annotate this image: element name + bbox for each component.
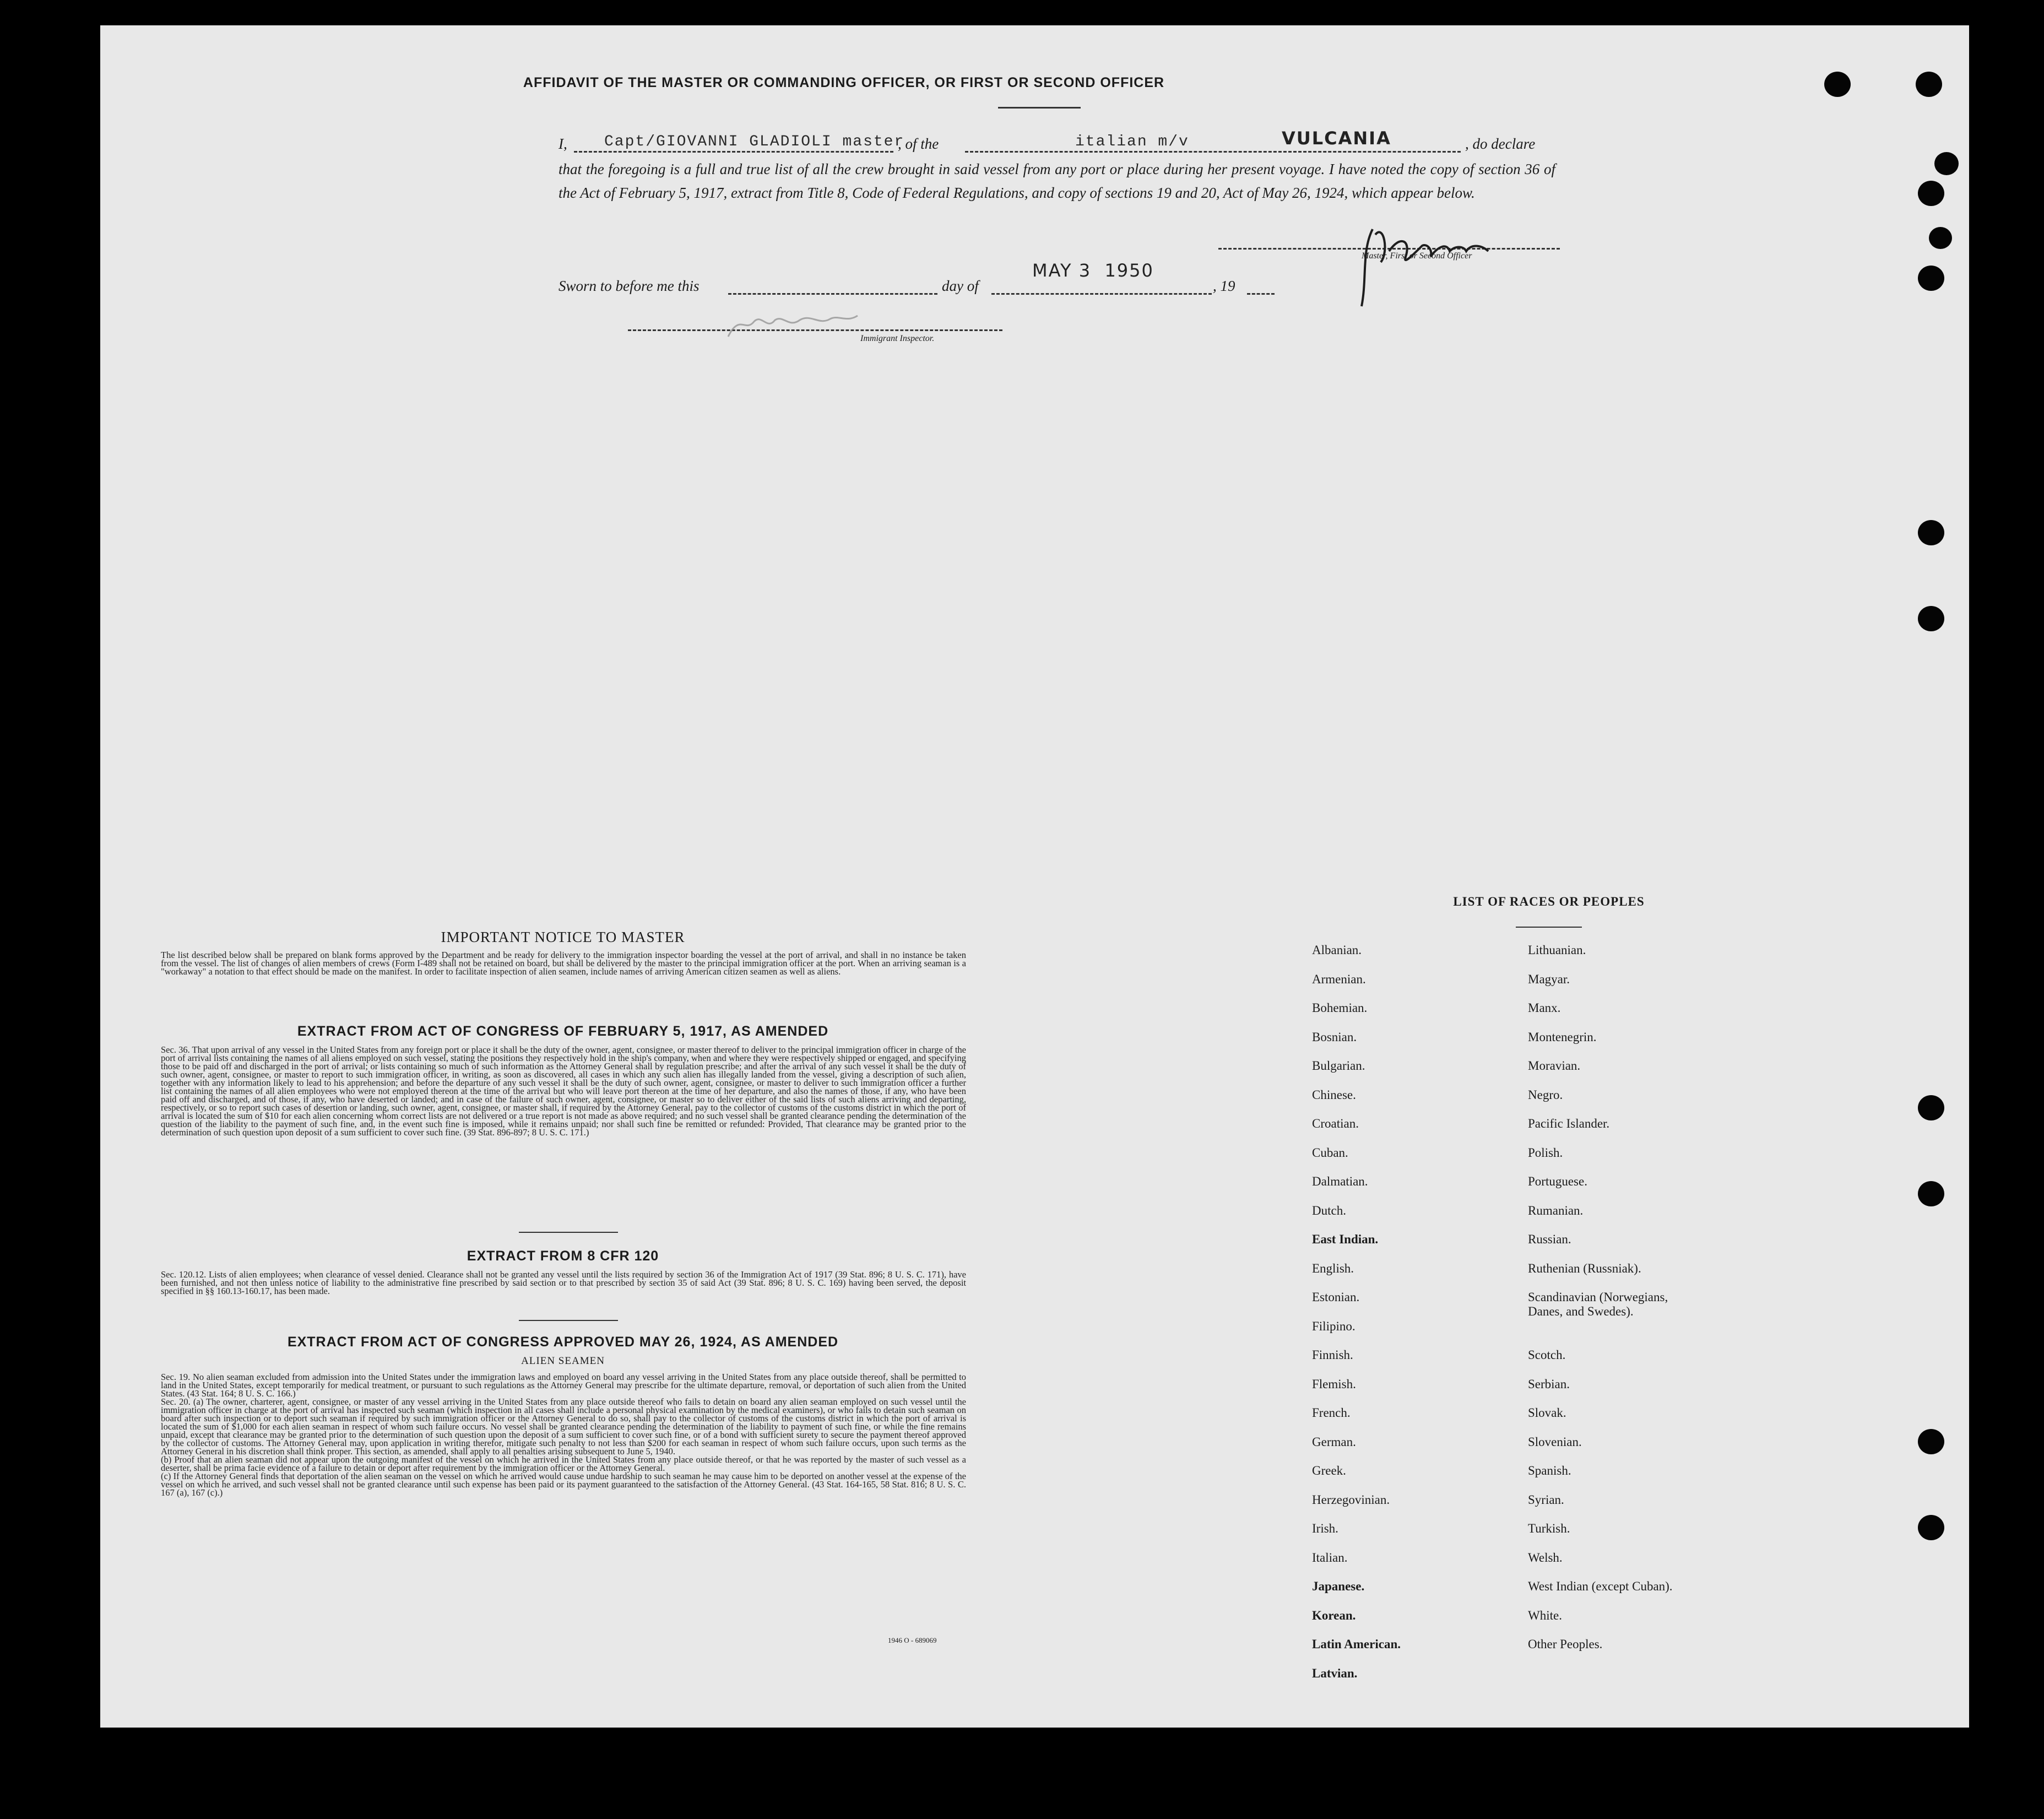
title-rule bbox=[998, 107, 1081, 109]
punch-hole bbox=[1918, 520, 1944, 545]
punch-hole bbox=[1918, 1429, 1944, 1454]
extract1924-subtitle: ALIEN SEAMEN bbox=[521, 1355, 605, 1367]
year-label: , 19 bbox=[1213, 278, 1235, 294]
race-item-left: Albanian. bbox=[1312, 943, 1362, 957]
master-name: Capt/GIOVANNI GLADIOLI master bbox=[604, 133, 905, 150]
punch-hole bbox=[1918, 266, 1944, 291]
race-item-right: Portuguese. bbox=[1528, 1174, 1587, 1188]
affidavit-title: AFFIDAVIT OF THE MASTER OR COMMANDING OFFICER, OR FIRST OR SECOND OFFICER bbox=[523, 75, 1165, 90]
race-item-right: Rumanian. bbox=[1528, 1204, 1584, 1217]
race-item-left: Japanese. bbox=[1312, 1579, 1365, 1593]
inspector-caption: Immigrant Inspector. bbox=[860, 334, 935, 343]
notice-title: IMPORTANT NOTICE TO MASTER bbox=[441, 929, 685, 945]
race-item-right: Negro. bbox=[1528, 1088, 1563, 1102]
race-item-left: Dalmatian. bbox=[1312, 1174, 1368, 1188]
punch-hole bbox=[1918, 1095, 1944, 1120]
race-item-right: Other Peoples. bbox=[1528, 1637, 1603, 1651]
race-item-right: Spanish. bbox=[1528, 1464, 1571, 1477]
race-item-right: Serbian. bbox=[1528, 1377, 1570, 1391]
date-stamp: MAY 3 1950 bbox=[1032, 260, 1154, 281]
race-item-left: Armenian. bbox=[1312, 972, 1366, 986]
do-declare-label: , do declare bbox=[1465, 136, 1536, 152]
race-item-left: French. bbox=[1312, 1406, 1351, 1420]
race-item-left: Latvian. bbox=[1312, 1666, 1358, 1680]
race-item-right: Syrian. bbox=[1528, 1493, 1564, 1507]
races-title: LIST OF RACES OR PEOPLES bbox=[1453, 895, 1645, 908]
extract1924-text bbox=[161, 1373, 966, 1497]
section-rule bbox=[519, 1320, 618, 1321]
race-item-right: Manx. bbox=[1528, 1001, 1561, 1015]
race-item-left: Irish. bbox=[1312, 1522, 1338, 1535]
race-item-right: Scotch. bbox=[1528, 1348, 1566, 1362]
master-signature bbox=[1351, 213, 1516, 312]
race-item-left: English. bbox=[1312, 1262, 1354, 1275]
race-item-left: Filipino. bbox=[1312, 1319, 1356, 1333]
cfr120-title: EXTRACT FROM 8 CFR 120 bbox=[467, 1248, 659, 1264]
sec20a-text: Sec. 20. (a) The owner, charterer, agent, consignee, or master of any vessel arriving in the United States from any place outside thereof who fails to detain on board any alien seaman employed on such vessel until the immigration officer in charge at the port of arrival has inspected such seaman (which inspection in all cases shall include a personal physical examination by the medical examiners), or who fails to detain such seaman on board after such inspection or to deport such seaman if required by such immigration officer or the Attorney General to do so, shall pay to the collector of customs of the customs district in which the port of arrival is located the sum of $1,000 for each alien seaman in respect of whom such failure occurs. No vessel shall be granted clearance pending the determination of the liability to payment of such fine, or while the fine remains unpaid, except that clearance may be granted prior to the determination of such question upon the deposit of a sum sufficient to cover such fine, or of a bond with sufficient surety to secure the payment thereof approved by the collector of customs. The Attorney General may, upon application in writing therefor, mitigate such penalty to not less than $200 for each seaman in respect of whom such failure occurs, upon such terms as the Attorney General in his discretion shall think proper. This section, as amended, shall apply to all penalties arising subsequent to June 5, 1940. bbox=[161, 1396, 966, 1457]
sec20c-text: (c) If the Attorney General finds that deportation of the alien seaman on the vessel on which he arrived would cause undue hardship to such seaman he may cause him to be deported on another vessel at the expense of the vessel on which he arrived, and such vessel shall not be granted clearance until such expense has been paid or its payment guaranteed to the satisfaction of the Attorney General. (43 Stat. 164-165, 58 Stat. 816; 8 U. S. C. 167 (a), 167 (c).) bbox=[161, 1471, 966, 1498]
race-item-left: Dutch. bbox=[1312, 1204, 1346, 1217]
race-item-left: Herzegovinian. bbox=[1312, 1493, 1390, 1507]
vessel-name: VULCANIA bbox=[1282, 128, 1391, 149]
i-label: I, bbox=[559, 136, 567, 152]
race-item-left: Bulgarian. bbox=[1312, 1059, 1365, 1073]
extract1924-title: EXTRACT FROM ACT OF CONGRESS APPROVED MAY 26, 1924, AS AMENDED bbox=[287, 1334, 839, 1350]
race-item-right: Moravian. bbox=[1528, 1059, 1581, 1073]
print-code: 1946 O - 689069 bbox=[888, 1636, 937, 1644]
cfr120-text: Sec. 120.12. Lists of alien employees; when clearance of vessel denied. Clearance shall not be granted any vessel until the lists required by section 36 of the Immigration Act of 1917 (39 Stat. 896; 8 U. S. C. 171), have been furnished, and not then unless notice of liability to the administrative fine prescribed by said section or to that prescribed by section 35 of said Act (39 Stat. 896; 8 U. S. C. 169) having been served, the deposit specified in §§ 160.13-160.17, has been made. bbox=[161, 1269, 966, 1296]
day-of-label: day of bbox=[942, 278, 979, 294]
punch-hole bbox=[1918, 1181, 1944, 1206]
section-rule bbox=[519, 1232, 618, 1233]
signer-caption: Master, First or Second Officer bbox=[1362, 251, 1472, 261]
races-rule bbox=[1516, 927, 1582, 928]
race-item-left: Italian. bbox=[1312, 1551, 1348, 1564]
extract1917-text: Sec. 36. That upon arrival of any vessel in the United States from any foreign port or place it shall be the duty of the owner, agent, consignee, or master thereof to deliver to the principal immigration officer in charge of the port of arrival lists containing the names of all aliens employed on such vessel, stating the positions they respectively hold in the ship's company, when and where they were respectively shipped or engaged, and specifying those to be paid off and discharged in the port of arrival; or lists containing so much of such information as the Attorney General shall by regulation prescribe; and after the arrival of any such vessel it shall be the duty of such owner, agent, consignee, or master to report to such immigration officer, in writing, as soon as discovered, all cases in which any such alien has illegally landed from the vessel, giving a description of such alien, together with any information likely to lead to his apprehension; and before the departure of any such vessel it shall be the duty of such owner, agent, consignee, or master to deliver to such immigration officer a further list containing the names of all alien employees who were not employed thereon at the time of the arrival but who will leave port thereon at the time of her departure, and also the names of those, if any, who have been paid off and discharged, and of those, if any, who have deserted or landed; and in case of the failure of such owner, agent, consignee, or master so to deliver either of the said lists of such aliens arriving and departing, respectively, or so to report such cases of desertion or landing, such owner, agent, consignee, or master shall, if required by the Attorney General, pay to the collector of customs of the customs district in which the port of arrival is located the sum of $10 for each alien concerning whom correct lists are not delivered or a true report is not made as above required; and no such vessel shall be granted clearance pending the determination of the question of the liability to the payment of such fine, and, in the event such fine is imposed, while it remains unpaid; nor shall such fine be remitted or refunded: Provided, That clearance may be granted prior to the determination of such question upon deposit of a sum sufficient to cover such fine. (39 Stat. 896-897; 8 U. S. C. 171.) bbox=[161, 1044, 966, 1138]
punch-hole bbox=[1918, 181, 1944, 206]
race-item-right: West Indian (except Cuban). bbox=[1528, 1579, 1673, 1593]
race-item-right: Slovak. bbox=[1528, 1406, 1566, 1420]
sec20b-text: (b) Proof that an alien seaman did not appear upon the outgoing manifest of the vessel on which he arrived in the United States from any place outside thereof, or that he was reported by the master of such vessel as a deserter, shall be prima facie evidence of a failure to detain or deport after requirement by the immigration officer or the Attorney General. bbox=[161, 1454, 966, 1473]
race-item-left: Estonian. bbox=[1312, 1290, 1360, 1304]
race-item-left: Flemish. bbox=[1312, 1377, 1356, 1391]
race-item-right: Polish. bbox=[1528, 1146, 1563, 1160]
sworn-label: Sworn to before me this bbox=[559, 278, 700, 294]
affidavit-body: that the foregoing is a full and true list of all the crew brought in said vessel from any port or place during her present voyage. I have noted the copy of section 36 of the Act of February 5, 1917, extract from Title 8, Code of Federal Regulations, and copy of sections 19 and 20, Act of May 26, 1924, which appear below. bbox=[559, 161, 1555, 201]
race-item-right: Slovenian. bbox=[1528, 1435, 1582, 1449]
extract1917-title: EXTRACT FROM ACT OF CONGRESS OF FEBRUARY 5, 1917, AS AMENDED bbox=[297, 1024, 829, 1039]
inspector-signature bbox=[723, 304, 866, 348]
race-item-right: Ruthenian (Russniak). bbox=[1528, 1262, 1641, 1275]
punch-hole bbox=[1918, 1515, 1944, 1540]
race-item-left: Chinese. bbox=[1312, 1088, 1356, 1102]
race-item-left: Korean. bbox=[1312, 1609, 1356, 1622]
sec19-text: Sec. 19. No alien seaman excluded from admission into the United States under the immigration laws and employed on board any vessel arriving in the United States from any place outside thereof, shall be permitted to land in the United States, except temporarily for medical treatment, or pursuant to such regulations as the Attorney General may prescribe for the ultimate departure, removal, or deportation of such alien from the United States. (43 Stat. 164; 8 U. S. C. 166.) bbox=[161, 1372, 966, 1399]
race-item-right: Turkish. bbox=[1528, 1522, 1570, 1535]
race-item-right: Pacific Islander. bbox=[1528, 1117, 1610, 1130]
punch-hole bbox=[1824, 72, 1851, 97]
punch-hole bbox=[1916, 72, 1942, 97]
notice-text: The list described below shall be prepared on blank forms approved by the Department and be ready for delivery to the immigration inspector boarding the vessel at the port of arrival, and shall in no instance be taken from the vessel. The list of changes of alien members of crews (Form I-489 shall not be retained on board, but shall be delivered by the master to the principal immigration officer at the port. When an arriving seaman is a "workaway" a notation to that effect should be made on the manifest. In order to facilitate inspection of alien seamen, include names of arriving American citizen seamen as well as aliens. bbox=[161, 950, 966, 977]
race-item-right: Montenegrin. bbox=[1528, 1030, 1597, 1044]
race-item-right: Welsh. bbox=[1528, 1551, 1563, 1564]
race-item-left: Bohemian. bbox=[1312, 1001, 1368, 1015]
punch-hole bbox=[1934, 152, 1959, 175]
of-the-label: , of the bbox=[898, 136, 939, 152]
vessel-line bbox=[965, 151, 1461, 153]
race-item-left: Bosnian. bbox=[1312, 1030, 1357, 1044]
date-line bbox=[991, 293, 1212, 295]
vessel-type: italian m/v bbox=[1075, 133, 1189, 150]
race-item-right: Magyar. bbox=[1528, 972, 1570, 986]
race-item-left: Finnish. bbox=[1312, 1348, 1353, 1362]
year-line bbox=[1247, 293, 1275, 295]
race-item-left: East Indian. bbox=[1312, 1232, 1379, 1246]
punch-hole bbox=[1918, 606, 1944, 631]
race-item-right: Lithuanian. bbox=[1528, 943, 1586, 957]
punch-hole bbox=[1929, 227, 1952, 249]
race-item-right: Russian. bbox=[1528, 1232, 1571, 1246]
race-item-left: Croatian. bbox=[1312, 1117, 1359, 1130]
document-page bbox=[100, 25, 1969, 1728]
race-item-right: White. bbox=[1528, 1609, 1562, 1622]
master-line bbox=[574, 151, 893, 153]
race-item-left: German. bbox=[1312, 1435, 1356, 1449]
race-item-left: Greek. bbox=[1312, 1464, 1346, 1477]
race-item-left: Cuban. bbox=[1312, 1146, 1348, 1160]
sworn-line bbox=[728, 293, 937, 295]
race-item-left: Latin American. bbox=[1312, 1637, 1401, 1651]
race-item-right: Scandinavian (Norwegians, Danes, and Swedes). bbox=[1528, 1290, 1668, 1318]
